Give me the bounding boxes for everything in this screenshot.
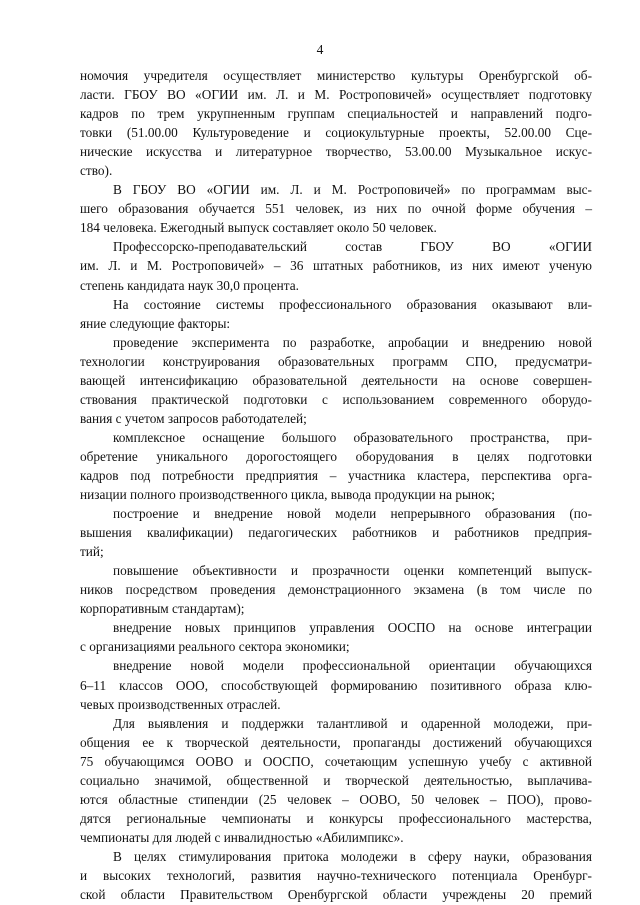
text-line: В ГБОУ ВО «ОГИИ им. Л. и М. Ростроповичей» по программам выс- xyxy=(113,182,592,198)
text-line: корпоративным стандартам); xyxy=(80,601,245,617)
text-line: внедрение новых принципов управления ООСПО на основе интеграции xyxy=(113,620,592,636)
text-line: нические искусства и литературное творчество, 53.00.00 Музыкальное искус- xyxy=(80,144,592,160)
text-line: шего образования обучается 551 человек, из них по очной форме обучения – xyxy=(80,201,592,217)
text-line: кадров под потребности предприятия – участника кластера, перспектива орга- xyxy=(80,467,592,483)
text-line: ство). xyxy=(80,163,113,179)
text-line: 75 обучающимся ООВО и ООСПО, сочетающим успешную учебу с активной xyxy=(80,753,592,769)
text-line: технологии конструирования образовательных программ СПО, предусматри- xyxy=(80,353,592,369)
text-line: 6–11 классов ООО, способствующей формированию позитивного образа клю- xyxy=(80,677,592,693)
text-line: номочия учредителя осуществляет министерство культуры Оренбургской об- xyxy=(80,68,592,83)
text-line: ской области Правительством Оренбургской области учреждены 20 премий xyxy=(80,887,592,903)
text-line: им. Л. и М. Ростроповичей» – 36 штатных работников, из них имеют ученую xyxy=(80,258,592,274)
text-line: На состояние системы профессионального образования оказывают вли- xyxy=(113,296,592,312)
text-line: кадров по трем укрупненным группам специальностей и направлений подго- xyxy=(80,106,592,122)
text-line: проведение эксперимента по разработке, апробации и внедрению новой xyxy=(113,334,592,350)
text-line: повышение объективности и прозрачности оценки компетенций выпуск- xyxy=(113,563,592,579)
text-line: вающей интенсификацию образовательной деятельности на основе совершен- xyxy=(80,372,592,388)
text-line: В целях стимулирования притока молодежи в сферу науки, образования xyxy=(113,848,592,864)
text-line: с организациями реального сектора экономики; xyxy=(80,639,350,655)
text-line: чевых производственных отраслей. xyxy=(80,696,281,712)
text-line: 184 человека. Ежегодный выпуск составляет около 50 человек. xyxy=(80,220,437,236)
text-line: ласти. ГБОУ ВО «ОГИИ им. Л. и М. Ростроповичей» осуществляет подготовку xyxy=(80,87,592,103)
text-line: дятся региональные чемпионаты и конкурсы профессионального мастерства, xyxy=(80,810,592,826)
text-line: Профессорско-преподавательский состав ГБОУ ВО «ОГИИ xyxy=(113,239,592,255)
text-line: ствования практической подготовки с использованием современного оборудо- xyxy=(80,391,592,407)
text-line: низации полного производственного цикла, вывода продукции на рынок; xyxy=(80,487,495,503)
text-line: чемпионаты для людей с инвалидностью «Абилимпикс». xyxy=(80,829,404,845)
text-line: вания с учетом запросов работодателей; xyxy=(80,410,307,426)
text-line: вышения квалификации) педагогических работников и работников предприя- xyxy=(80,525,592,541)
text-line: построение и внедрение новой модели непрерывного образования (по- xyxy=(113,506,592,522)
text-line: ников посредством проведения демонстрационного экзамена (в том числе по xyxy=(80,582,592,598)
text-line: товки (51.00.00 Культуроведение и социокультурные проекты, 52.00.00 Сце- xyxy=(80,125,592,141)
text-line: обретение уникального дорогостоящего оборудования в целях подготовки xyxy=(80,448,592,464)
page-number: 4 xyxy=(316,42,324,57)
text-line: комплексное оснащение большого образовательного пространства, при- xyxy=(113,429,592,445)
text-line: степень кандидата наук 30,0 процента. xyxy=(80,277,299,293)
text-line: тий; xyxy=(80,544,104,560)
text-line: яние следующие факторы: xyxy=(80,315,231,331)
text-line: общения ее к творческой деятельности, пропаганды достижений обучающихся xyxy=(80,734,592,750)
text-line: социально значимой, общественной и творческой деятельностью, выплачива- xyxy=(80,772,592,788)
text-line: Для выявления и поддержки талантливой и одаренной молодежи, при- xyxy=(113,715,592,731)
text-line: ются областные стипендии (25 человек – ООВО, 50 человек – ПОО), прово- xyxy=(80,791,592,807)
text-line: и высоких технологий, развития научно-технического потенциала Оренбург- xyxy=(80,867,592,883)
text-line: внедрение новой модели профессиональной ориентации обучающихся xyxy=(113,658,592,674)
document-body xyxy=(80,66,592,904)
